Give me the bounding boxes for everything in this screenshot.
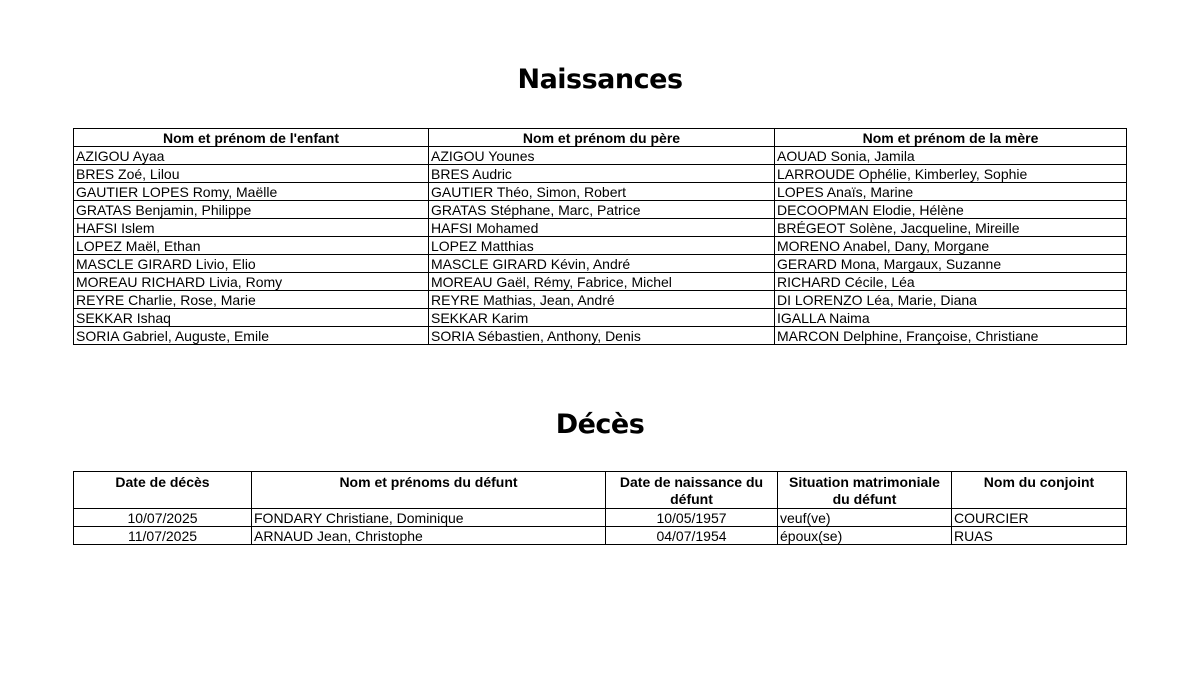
father-name-cell: GRATAS Stéphane, Marc, Patrice [429,201,775,219]
death-date-cell: 10/07/2025 [74,509,252,527]
child-name-cell: HAFSI Islem [74,219,429,237]
father-name-cell: HAFSI Mohamed [429,219,775,237]
births-header-row [74,129,1127,147]
child-name-cell: MOREAU RICHARD Livia, Romy [74,273,429,291]
table-row [74,201,1127,219]
table-row [74,327,1127,345]
table-row [74,255,1127,273]
child-name-cell: GAUTIER LOPES Romy, Maëlle [74,183,429,201]
father-name-cell: MASCLE GIRARD Kévin, André [429,255,775,273]
father-name-cell: AZIGOU Younes [429,147,775,165]
header-spouse-name: Nom du conjoint [952,472,1127,509]
mother-name-cell: MORENO Anabel, Dany, Morgane [775,237,1127,255]
deaths-table [73,471,1127,545]
father-name-cell: SORIA Sébastien, Anthony, Denis [429,327,775,345]
child-name-cell: REYRE Charlie, Rose, Marie [74,291,429,309]
deceased-name-cell: FONDARY Christiane, Dominique [252,509,606,527]
deaths-header-row [74,472,1127,509]
births-section-title: Naissances [517,64,683,95]
header-death-date: Date de décès [74,472,252,509]
table-row [74,147,1127,165]
marital-status-cell: époux(se) [778,527,952,545]
father-name-cell: BRES Audric [429,165,775,183]
mother-name-cell: LARROUDE Ophélie, Kimberley, Sophie [775,165,1127,183]
mother-name-cell: GERARD Mona, Margaux, Suzanne [775,255,1127,273]
header-child-name: Nom et prénom de l'enfant [74,129,429,147]
births-table [73,128,1127,345]
spouse-name-cell: COURCIER [952,509,1127,527]
father-name-cell: LOPEZ Matthias [429,237,775,255]
table-row [74,219,1127,237]
header-marital-status: Situation matrimoniale du défunt [778,472,952,509]
header-deceased-name: Nom et prénoms du défunt [252,472,606,509]
death-date-cell: 11/07/2025 [74,527,252,545]
table-row [74,309,1127,327]
child-name-cell: MASCLE GIRARD Livio, Elio [74,255,429,273]
child-name-cell: SEKKAR Ishaq [74,309,429,327]
child-name-cell: AZIGOU Ayaa [74,147,429,165]
deceased-name-cell: ARNAUD Jean, Christophe [252,527,606,545]
mother-name-cell: BRÉGEOT Solène, Jacqueline, Mireille [775,219,1127,237]
spouse-name-cell: RUAS [952,527,1127,545]
mother-name-cell: DECOOPMAN Elodie, Hélène [775,201,1127,219]
mother-name-cell: MARCON Delphine, Françoise, Christiane [775,327,1127,345]
father-name-cell: MOREAU Gaël, Rémy, Fabrice, Michel [429,273,775,291]
child-name-cell: BRES Zoé, Lilou [74,165,429,183]
table-row [74,527,1127,545]
mother-name-cell: IGALLA Naima [775,309,1127,327]
child-name-cell: GRATAS Benjamin, Philippe [74,201,429,219]
table-row [74,237,1127,255]
mother-name-cell: DI LORENZO Léa, Marie, Diana [775,291,1127,309]
deaths-section-title: Décès [555,409,645,440]
table-row [74,509,1127,527]
mother-name-cell: AOUAD Sonia, Jamila [775,147,1127,165]
father-name-cell: SEKKAR Karim [429,309,775,327]
table-row [74,291,1127,309]
mother-name-cell: LOPES Anaïs, Marine [775,183,1127,201]
birth-date-cell: 10/05/1957 [606,509,778,527]
child-name-cell: SORIA Gabriel, Auguste, Emile [74,327,429,345]
header-mother-name: Nom et prénom de la mère [775,129,1127,147]
table-row [74,165,1127,183]
birth-date-cell: 04/07/1954 [606,527,778,545]
father-name-cell: REYRE Mathias, Jean, André [429,291,775,309]
father-name-cell: GAUTIER Théo, Simon, Robert [429,183,775,201]
header-father-name: Nom et prénom du père [429,129,775,147]
child-name-cell: LOPEZ Maël, Ethan [74,237,429,255]
header-birth-date: Date de naissance du défunt [606,472,778,509]
mother-name-cell: RICHARD Cécile, Léa [775,273,1127,291]
table-row [74,183,1127,201]
table-row [74,273,1127,291]
marital-status-cell: veuf(ve) [778,509,952,527]
